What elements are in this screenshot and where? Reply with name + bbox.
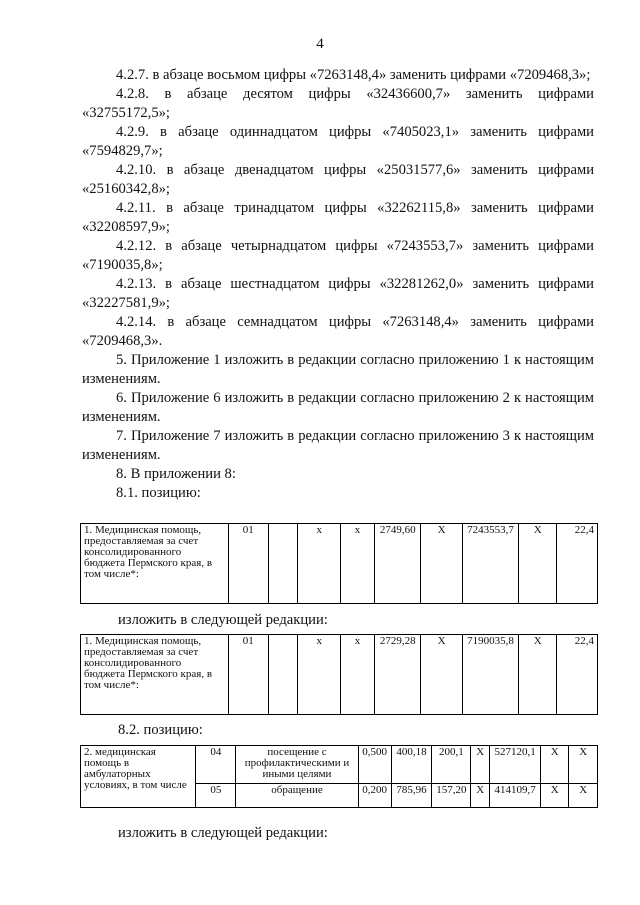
cell-x: X xyxy=(471,784,490,808)
table-position-new xyxy=(80,634,598,715)
amendment-paragraph xyxy=(82,161,594,199)
amendment-paragraph xyxy=(82,123,594,161)
paragraph-tail: «7594829,7»; xyxy=(82,143,163,159)
row-code: 04 xyxy=(196,746,236,784)
row-code: 01 xyxy=(228,635,268,715)
cell-x: X xyxy=(569,746,598,784)
row-name: 1. Медицинская помощь, предоставляемая за счет консолидированного бюджета Пермского края, в том числе*: xyxy=(81,524,229,604)
cell-value: 22,4 xyxy=(557,524,598,604)
cell-value: 200,1 xyxy=(432,746,471,784)
paragraph-lead: 6. Приложение 6 изложить в редакции согласно приложению 2 xyxy=(116,390,510,406)
cell-value: 7190035,8 xyxy=(462,635,519,715)
section-8-heading: 8. В приложении 8: xyxy=(116,466,236,482)
cell-x: x xyxy=(298,635,341,715)
row-code: 01 xyxy=(228,524,268,604)
cell-value: 400,18 xyxy=(391,746,432,784)
table-position-original xyxy=(80,523,598,604)
row-name: 2. медицинская помощь в амбулаторных условиях, в том числе xyxy=(81,746,196,808)
paragraph-lead: 4.2.11. в абзаце тринадцатом цифры «32262115,8» заменить цифрами xyxy=(116,200,594,216)
paragraph-lead: 4.2.13. в абзаце шестнадцатом цифры «32281262,0» заменить цифрами xyxy=(116,276,594,292)
cell-x: x xyxy=(298,524,341,604)
amendment-paragraphs xyxy=(82,66,594,465)
table-row xyxy=(81,635,598,715)
item-8-2-heading: 8.2. позицию: xyxy=(118,722,203,738)
row-code: 05 xyxy=(196,784,236,808)
replace-label-2: изложить в следующей редакции: xyxy=(118,825,328,841)
cell-value: 7243553,7 xyxy=(462,524,519,604)
cell-value: 414109,7 xyxy=(490,784,541,808)
cell-x: X xyxy=(471,746,490,784)
item-8-1-heading: 8.1. позицию: xyxy=(116,485,201,501)
paragraph-tail: «32227581,9»; xyxy=(82,295,170,311)
paragraph-lead: 5. Приложение 1 изложить в редакции согласно приложению 1 xyxy=(116,352,510,368)
amendment-paragraph xyxy=(82,199,594,237)
paragraph-tail: «25160342,8»; xyxy=(82,181,170,197)
table-row xyxy=(81,746,598,784)
amendment-paragraph xyxy=(82,351,594,389)
cell-empty xyxy=(268,635,298,715)
cell-x: x xyxy=(341,635,375,715)
replace-label-1: изложить в следующей редакции: xyxy=(118,612,328,628)
cell-x: x xyxy=(341,524,375,604)
row-unit: посещение с профилактическими и иными целями xyxy=(236,746,358,784)
paragraph-lead: 4.2.14. в абзаце семнадцатом цифры «7263148,4» заменить цифрами xyxy=(116,314,594,330)
paragraph-lead: 4.2.8. в абзаце десятом цифры «32436600,7» заменить цифрами xyxy=(116,86,594,102)
paragraph-tail: «7209468,3». xyxy=(82,333,163,349)
cell-empty xyxy=(268,524,298,604)
paragraph-tail: к настоящим изменениям. xyxy=(82,352,594,387)
cell-value: 2729,28 xyxy=(375,635,421,715)
cell-value: 785,96 xyxy=(391,784,432,808)
amendment-paragraph xyxy=(82,237,594,275)
paragraph-tail: «32208597,9»; xyxy=(82,219,170,235)
amendment-paragraph xyxy=(82,66,594,85)
document-body xyxy=(82,66,594,503)
cell-value: 22,4 xyxy=(557,635,598,715)
paragraph-lead: 4.2.9. в абзаце одиннадцатом цифры «7405023,1» заменить цифрами xyxy=(116,124,594,140)
amendment-paragraph xyxy=(82,313,594,351)
cell-x: X xyxy=(421,524,462,604)
cell-x: X xyxy=(569,784,598,808)
paragraph-tail: к настоящим изменениям. xyxy=(82,428,594,463)
amendment-paragraph xyxy=(82,275,594,313)
cell-x: X xyxy=(519,524,557,604)
paragraph-lead: 4.2.12. в абзаце четырнадцатом цифры «7243553,7» заменить цифрами xyxy=(116,238,594,254)
paragraph-lead: 4.2.10. в абзаце двенадцатом цифры «25031577,6» заменить цифрами xyxy=(116,162,594,178)
cell-x: X xyxy=(519,635,557,715)
amendment-paragraph xyxy=(82,427,594,465)
paragraph-tail: «7190035,8»; xyxy=(82,257,163,273)
cell-x: X xyxy=(421,635,462,715)
row-name: 1. Медицинская помощь, предоставляемая за счет консолидированного бюджета Пермского края, в том числе*: xyxy=(81,635,229,715)
cell-x: X xyxy=(541,784,569,808)
cell-value: 527120,1 xyxy=(490,746,541,784)
paragraph-tail: к настоящим изменениям. xyxy=(82,390,594,425)
paragraph-lead: 7. Приложение 7 изложить в редакции согласно приложению 3 xyxy=(116,428,510,444)
row-unit: обращение xyxy=(236,784,358,808)
table-row xyxy=(81,524,598,604)
cell-value: 2749,60 xyxy=(375,524,421,604)
amendment-paragraph xyxy=(82,85,594,123)
cell-value: 0,500 xyxy=(358,746,391,784)
cell-value: 0,200 xyxy=(358,784,391,808)
paragraph-lead: 4.2.7. в абзаце восьмом цифры «7263148,4» заменить цифрами xyxy=(116,67,507,83)
page-number: 4 xyxy=(316,36,324,52)
amendment-paragraph xyxy=(82,389,594,427)
paragraph-tail: «7209468,3»; xyxy=(509,67,591,83)
cell-value: 157,20 xyxy=(432,784,471,808)
cell-x: X xyxy=(541,746,569,784)
table-ambulatory-original xyxy=(80,745,598,808)
paragraph-tail: «32755172,5»; xyxy=(82,105,170,121)
